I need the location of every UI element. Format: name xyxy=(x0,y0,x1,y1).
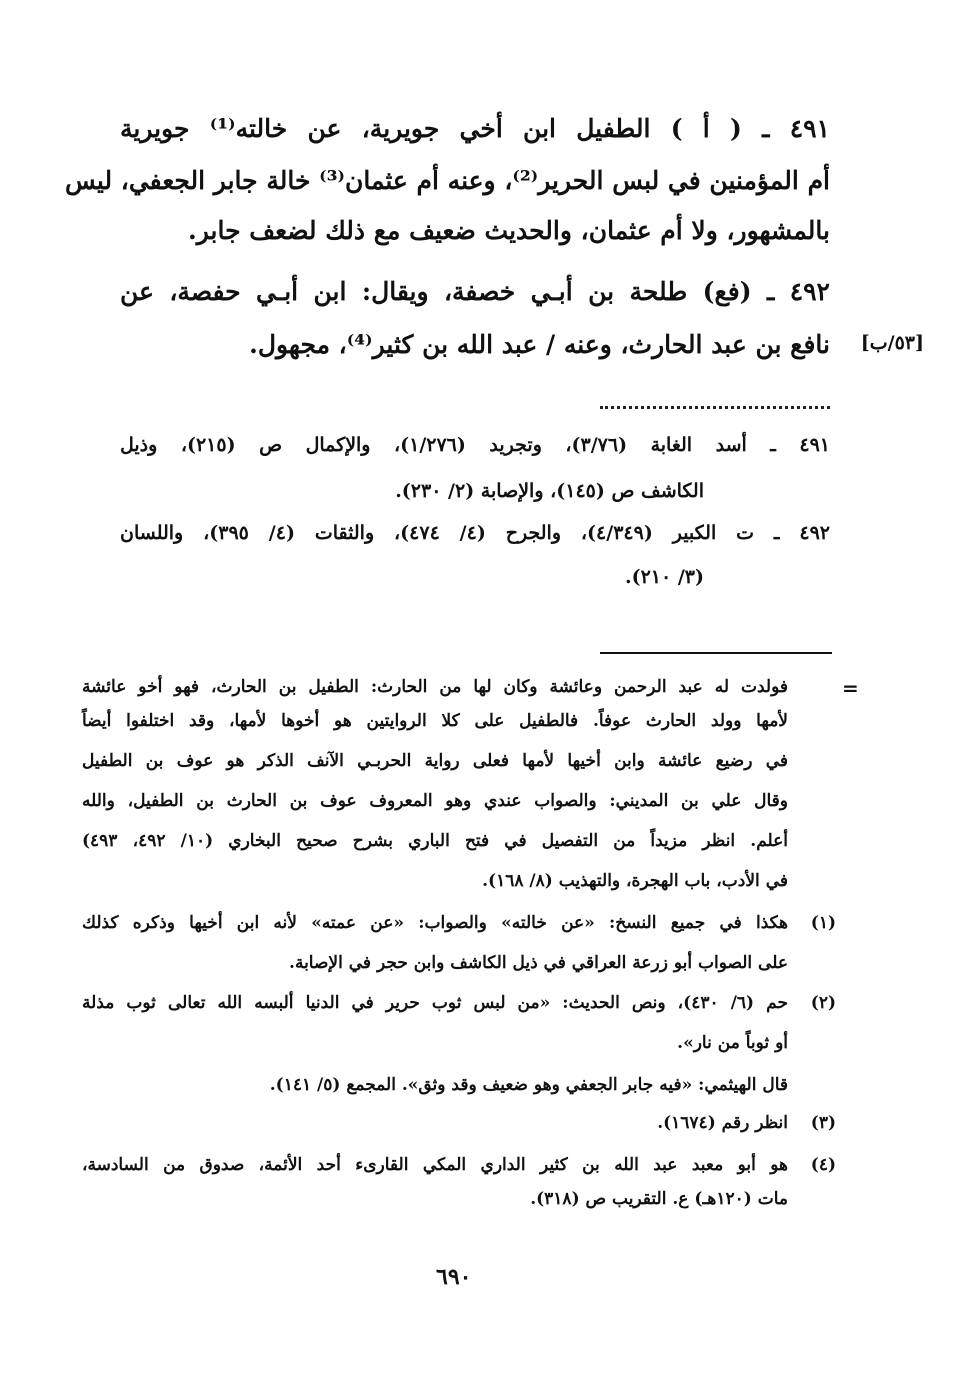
entry-492-line-2: نافع بن عبد الحارث، وعنه / عبد الله بن كثير⁽⁴⁾، مجهول. xyxy=(249,330,830,359)
footnote-rule xyxy=(600,652,832,654)
entry-491-line-3: بالمشهور، ولا أم عثمان، والحديث ضعيف مع ذلك لضعف جابر. xyxy=(188,216,830,245)
footnote-3-line-1: انظر رقم (١٦٧٤). xyxy=(657,1113,788,1133)
entry-491-line-1: ٤٩١ ـ ( أ ) الطفيل ابن أخي جويرية، عن خالته⁽¹⁾ جويرية xyxy=(120,114,830,143)
continuation-line-4: وقال علي بن المديني: والصواب عندي وهو المعروف عوف بن الحارث بن الطفيل، والله xyxy=(82,791,788,811)
reference-492-line-1: ٤٩٢ ـ ت الكبير (٤/٣٤٩)، والجرح (٤/ ٤٧٤)، والثقات (٤/ ٣٩٥)، واللسان xyxy=(120,522,831,544)
footnote-number-3: (٣) xyxy=(810,1113,836,1133)
continuation-line-3: في رضيع عائشة وابن أخيها لأمها فعلى رواية الحربـي الآنف الذكر هو عوف بن الطفيل xyxy=(82,751,788,771)
footnote-number-1: (١) xyxy=(810,913,836,933)
continuation-mark: = xyxy=(842,676,859,700)
footnote-4-line-1: هو أبو معبد عبد الله بن كثير الداري المكي القارىء أحد الأئمة، صدوق من السادسة، xyxy=(82,1155,788,1175)
footnote-number-2: (٢) xyxy=(810,993,836,1013)
continuation-line-2: لأمها وولد الحارث عوفاً. فالطفيل على كلا الروايتين هو أخوها لأمها، وقد اختلفوا أيضاً xyxy=(82,711,788,731)
continuation-line-5: أعلم. انظر مزيداً من التفصيل في فتح الباري بشرح صحيح البخاري (١٠/ ٤٩٢، ٤٩٣) xyxy=(82,831,789,851)
footnote-1-line-1: هكذا في جميع النسخ: «عن خالته» والصواب: «عن عمته» لأنه ابن أخيها وذكره كذلك xyxy=(82,913,788,933)
footnote-2-line-1: حم (٦/ ٤٣٠)، ونص الحديث: «من لبس ثوب حرير في الدنيا ألبسه الله تعالى ثوب مذلة xyxy=(82,993,788,1013)
footnote-2-line-3: قال الهيثمي: «فيه جابر الجعفي وهو ضعيف وقد وثق». المجمع (٥/ ١٤١). xyxy=(269,1075,788,1095)
footnote-4-line-2: مات (١٢٠هـ) ع. التقريب ص (٣١٨). xyxy=(530,1189,788,1209)
footnote-2-line-2: أو ثوباً من نار». xyxy=(677,1033,788,1053)
reference-492-line-2: (٣/ ٢١٠). xyxy=(624,566,704,588)
dotted-separator xyxy=(600,396,830,409)
page-number: ٦٩٠ xyxy=(436,1264,472,1290)
continuation-line-1: فولدت له عبد الرحمن وعائشة وكان لها من الحارث: الطفيل بن الحارث، فهو أخو عائشة xyxy=(82,677,788,697)
margin-folio-note: [٥٣/ب] xyxy=(860,332,924,354)
entry-491-line-2: أم المؤمنين في لبس الحرير⁽²⁾، وعنه أم عثمان⁽³⁾ خالة جابر الجعفي، ليس xyxy=(65,166,830,195)
reference-491-line-1: ٤٩١ ـ أسد الغابة (٣/٧٦)، وتجريد (١/٢٧٦)، والإكمال ص (٢١٥)، وذيل xyxy=(120,434,830,456)
continuation-line-6: في الأدب، باب الهجرة، والتهذيب (٨/ ١٦٨). xyxy=(482,871,788,891)
footnote-number-4: (٤) xyxy=(810,1155,836,1175)
reference-491-line-2: الكاشف ص (١٤٥)، والإصابة (٢/ ٢٣٠). xyxy=(395,480,704,502)
entry-492-line-1: ٤٩٢ ـ (فع) طلحة بن أبـي خصفة، ويقال: ابن أبـي حفصة، عن xyxy=(120,277,830,306)
footnote-1-line-2: على الصواب أبو زرعة العراقي في ذيل الكاشف وابن حجر في الإصابة. xyxy=(289,953,788,973)
